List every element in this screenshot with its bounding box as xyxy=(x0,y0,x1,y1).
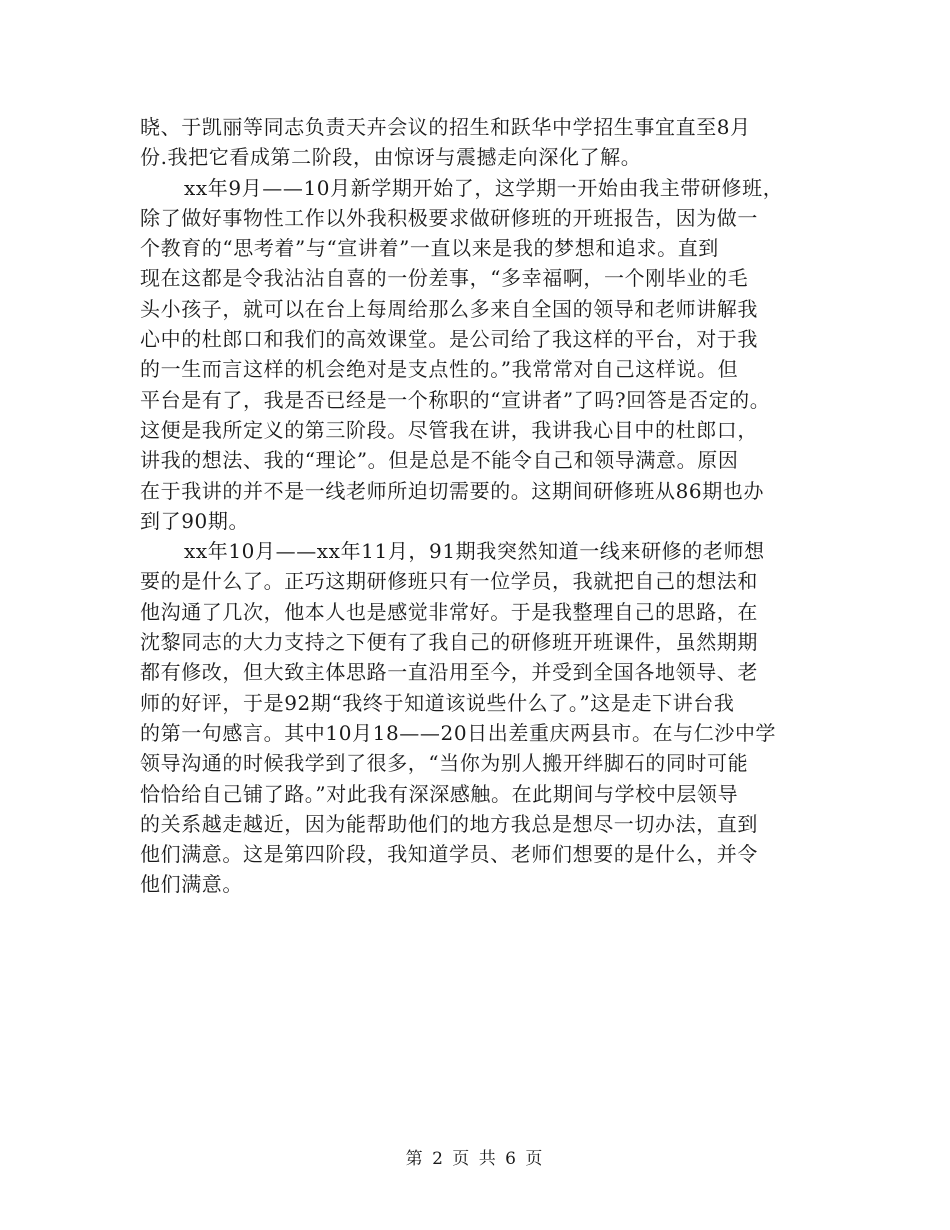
text-line: 头小孩子，就可以在台上每周给那么多来自全国的领导和老师讲解我 xyxy=(140,296,758,321)
text-line: 现在这都是令我沾沾自喜的一份差事，“多幸福啊，一个刚毕业的毛 xyxy=(140,266,749,291)
text-line: 的关系越走越近，因为能帮助他们的地方我总是想尽一切办法，直到 xyxy=(140,811,758,836)
text-line: 他沟通了几次，他本人也是感觉非常好。于是我整理自己的思路，在 xyxy=(140,599,758,624)
text-line: 的第一句感言。其中10月18——20日出差重庆两县市。在与仁沙中学 xyxy=(140,720,777,745)
text-line: 领导沟通的时候我学到了很多，“当你为别人搬开绊脚石的同时可能 xyxy=(140,751,749,776)
paragraph-start-line: xx年9月——10月新学期开始了，这学期一开始由我主带研修班， xyxy=(184,175,784,200)
body-text xyxy=(140,112,820,900)
page-number-footer: 第 2 页 共 6 页 xyxy=(405,1149,545,1169)
text-line: 到了90期。 xyxy=(140,508,250,533)
text-line: 都有修改，但大致主体思路一直沿用至今，并受到全国各地领导、老 xyxy=(140,660,758,685)
text-line: 晓、于凯丽等同志负责天卉会议的招生和跃华中学招生事宜直至8月 xyxy=(140,115,751,139)
text-line: 在于我讲的并不是一线老师所迫切需要的。这期间研修班从86期也办 xyxy=(140,478,765,503)
text-line: 这便是我所定义的第三阶段。尽管我在讲，我讲我心目中的杜郎口， xyxy=(140,417,758,442)
text-line: 他们满意。 xyxy=(140,872,243,897)
text-line: 个教育的“思考着”与“宣讲着”一直以来是我的梦想和追求。直到 xyxy=(140,236,719,261)
paragraph-start-line: xx年10月——xx年11月，91期我突然知道一线来研修的老师想 xyxy=(184,539,765,564)
text-line: 平台是有了，我是否已经是一个称职的“宣讲者”了吗?回答是否定的。 xyxy=(140,387,771,412)
text-line: 沈黎同志的大力支持之下便有了我自己的研修班开班课件，虽然期期 xyxy=(140,630,758,655)
text-line: 心中的杜郎口和我们的高效课堂。是公司给了我这样的平台，对于我 xyxy=(140,327,758,352)
text-line: 他们满意。这是第四阶段，我知道学员、老师们想要的是什么，并令 xyxy=(140,842,758,867)
text-line: 讲我的想法、我的“理论”。但是总是不能令自己和领导满意。原因 xyxy=(140,448,739,473)
text-line: 份.我把它看成第二阶段，由惊讶与震撼走向深化了解。 xyxy=(140,145,642,170)
text-line: 除了做好事物性工作以外我积极要求做研修班的开班报告，因为做一 xyxy=(140,205,758,230)
text-line: 要的是什么了。正巧这期研修班只有一位学员，我就把自己的想法和 xyxy=(140,569,758,594)
text-line: 恰恰给自己铺了路。”对此我有深深感触。在此期间与学校中层领导 xyxy=(140,781,739,806)
text-line: 的一生而言这样的机会绝对是支点性的。”我常常对自己这样说。但 xyxy=(140,357,739,382)
text-line: 师的好评，于是92期“我终于知道该说些什么了。”这是走下讲台我 xyxy=(140,690,735,715)
